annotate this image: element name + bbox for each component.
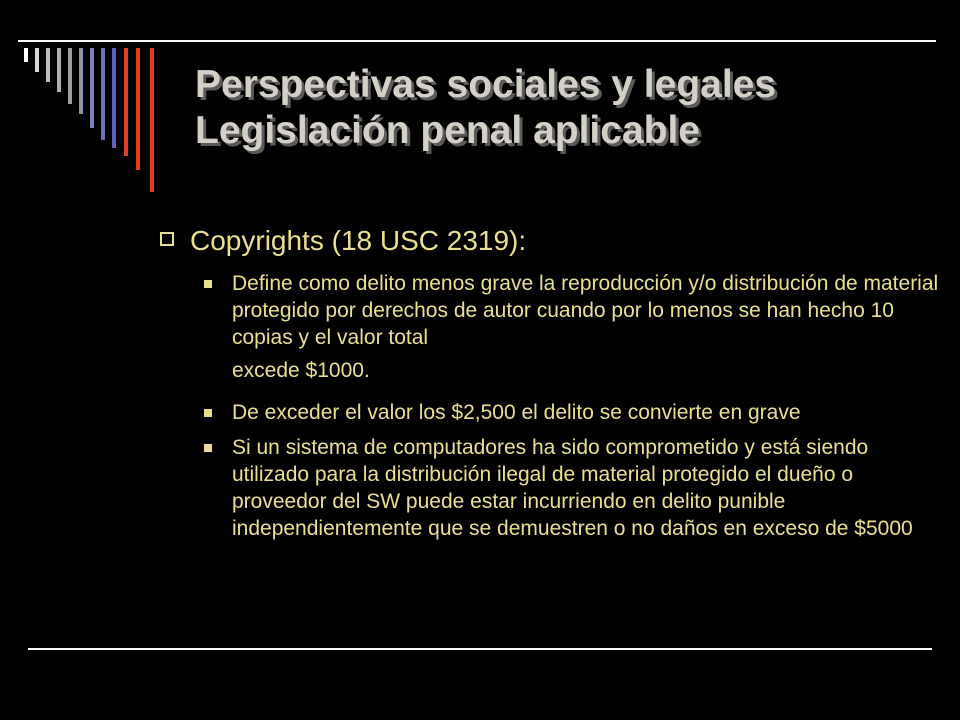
decor-bar: [101, 48, 105, 140]
decor-bar: [150, 48, 154, 192]
list-item-tail: excede $1000.: [232, 359, 370, 382]
list-item: [200, 270, 940, 391]
sub-bullet-list: [200, 270, 940, 550]
decor-bar: [124, 48, 128, 156]
decor-bar: [68, 48, 72, 104]
square-bullet-icon: [204, 280, 212, 288]
decor-bar: [46, 48, 50, 82]
list-item-text: Si un sistema de computadores ha sido comprometido y está siendo utilizado para la distribución ilegal de material protegido el dueño o proveedor del SW puede estar incurriendo en delito punible independientemente que se demuestren o no daños en exceso de $5000: [232, 436, 913, 540]
slide-title: [195, 62, 935, 154]
list-item-text: [232, 270, 940, 391]
decor-bar: [90, 48, 94, 128]
square-bullet-icon: [204, 409, 212, 417]
heading-text: Copyrights (18 USC 2319):: [190, 225, 527, 256]
decor-bar: [35, 48, 39, 72]
list-item: [200, 434, 940, 542]
list-item-text: De exceder el valor los $2,500 el delito se convierte en grave: [232, 401, 801, 424]
hollow-square-bullet-icon: [160, 232, 174, 246]
decorative-bars: [0, 0, 160, 200]
list-item: [200, 399, 940, 426]
decor-bar: [112, 48, 116, 148]
heading-item: [160, 222, 920, 262]
title-line-1: Perspectivas sociales y legales: [195, 63, 777, 106]
bottom-rule: [28, 648, 932, 650]
list-item-body: Define como delito menos grave la reproducción y/o distribución de material protegido por derechos de autor cuando por lo menos se han hecho 10 copias y el valor total: [232, 272, 939, 349]
top-rule: [18, 40, 936, 42]
title-line-2: Legislación penal aplicable: [195, 109, 701, 152]
decor-bar: [136, 48, 140, 170]
decor-bar: [57, 48, 61, 92]
square-bullet-icon: [204, 444, 212, 452]
decor-bar: [79, 48, 83, 114]
decor-bar: [24, 48, 28, 62]
